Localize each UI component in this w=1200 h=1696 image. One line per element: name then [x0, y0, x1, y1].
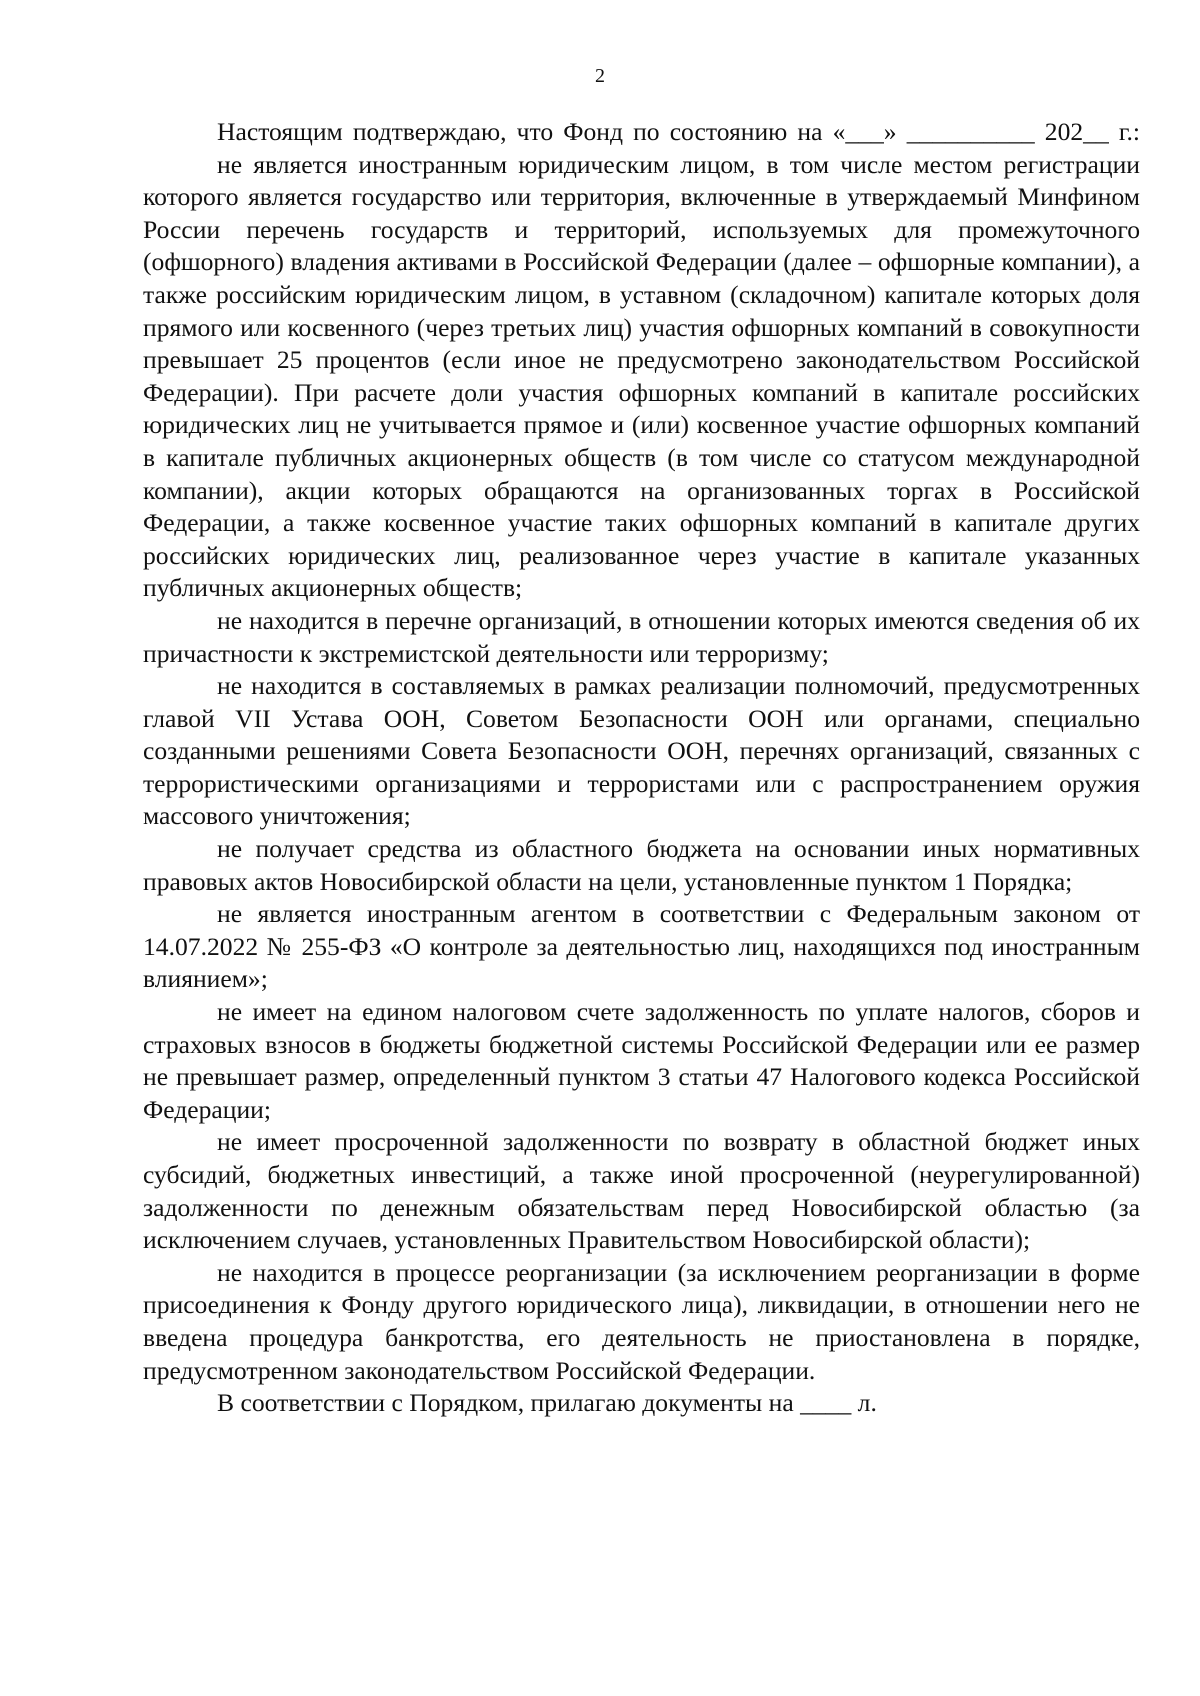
clause-not-foreign-entity: не является иностранным юридическим лицом, в том числе местом регистрации которого является государство или территория, включенные в утверждаемый Минфином России перечень государств и территорий, используемых для промежуточного (офшорного) владения активами в Российской Федерации (далее – офшорные компании), а также российским юридическим лицом, в уставном (складочном) капитале которых доля прямого или косвенного (через третьих лиц) участия офшорных компаний в совокупности превышает 25 процентов (если иное не предусмотрено законодательством Российской Федерации). При расчете доли участия офшорных компаний в капитале российских юридических лиц не учитывается прямое и (или) косвенное участие офшорных компаний в капитале публичных акционерных обществ (в том числе со статусом международной компании), акции которых обращаются на организованных торгах в Российской Федерации, а также косвенное участие таких офшорных компаний в капитале других российских юридических лиц, реализованное через участие в капитале указанных публичных акционерных обществ;	[143, 149, 1140, 603]
page-number: 2	[595, 65, 605, 87]
confirmation-intro: Настоящим подтверждаю, что Фонд по состоянию на «___» __________ 202__ г.:	[217, 117, 1140, 146]
clause-not-un-sanctions-list: не находится в составляемых в рамках реализации полномочий, предусмотренных главой VII Устава ООН, Советом Безопасности ООН или органами, специально созданными решениями Совета Безопасности ООН, перечнях организаций, связанных с террористическими организациями и террористами или с распространением оружия массового уничтожения;	[143, 671, 1140, 831]
clause-no-reorganization: не находится в процессе реорганизации (за исключением реорганизации в форме присоединения к Фонду другого юридического лица), ликвидации, в отношении него не введена процедура банкротства, его деятельность не приостановлена в порядке, предусмотренном законодательством Российской Федерации.	[143, 1257, 1140, 1385]
clause-no-regional-budget-funds: не получает средства из областного бюджета на основании иных нормативных правовых актов Новосибирской области на цели, установленные пунктом 1 Порядка;	[143, 834, 1140, 896]
clause-no-overdue-debt: не имеет просроченной задолженности по возврату в областной бюджет иных субсидий, бюджетных инвестиций, а также иной просроченной (неурегулированной) задолженности по денежным обязательствам перед Новосибирской областью (за исключением случаев, установленных Правительством Новосибирской области);	[143, 1127, 1140, 1255]
attached-documents-line: В соответствии с Порядком, прилагаю документы на ____ л.	[217, 1388, 877, 1418]
clause-no-tax-debt: не имеет на едином налоговом счете задолженность по уплате налогов, сборов и страховых взносов в бюджеты бюджетной системы Российской Федерации или ее размер не превышает размер, определенный пунктом 3 статьи 47 Налогового кодекса Российской Федерации;	[143, 997, 1140, 1124]
clause-not-foreign-agent: не является иностранным агентом в соответствии с Федеральным законом от 14.07.2022 № 255-ФЗ «О контроле за деятельностью лиц, находящихся под иностранным влиянием»;	[143, 899, 1140, 994]
document-body	[143, 116, 1140, 1420]
clause-not-extremist-list: не находится в перечне организаций, в отношении которых имеются сведения об их причастности к экстремистской деятельности или терроризму;	[143, 605, 1140, 668]
